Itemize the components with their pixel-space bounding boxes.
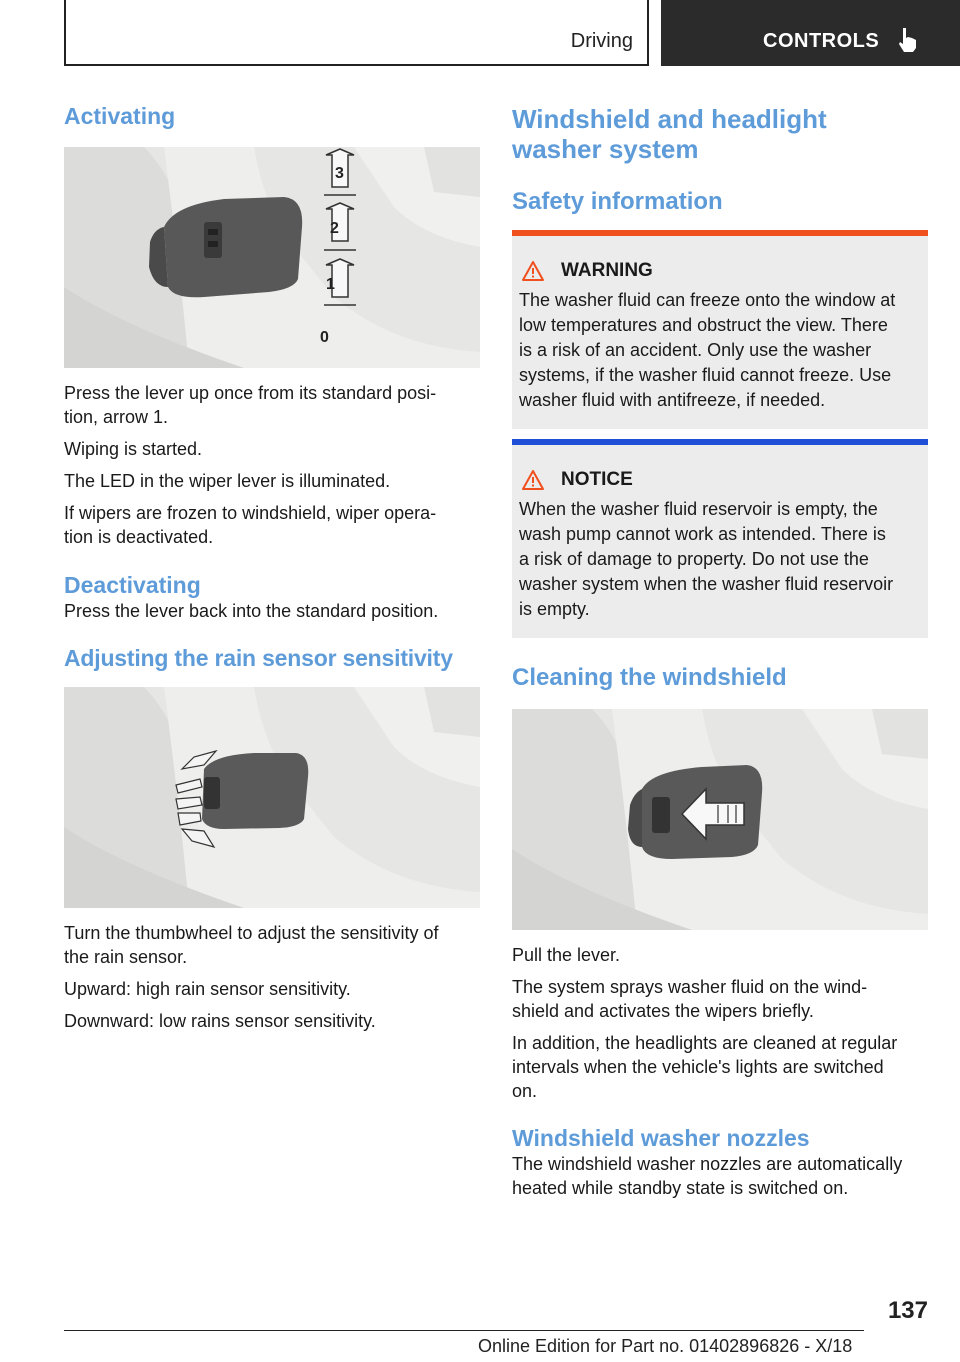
notice-line-5: is empty.: [519, 599, 590, 619]
text-clean-2b: shield and activates the wipers briefly.: [512, 1001, 814, 1021]
text-nozzles-b: heated while standby state is switched on.: [512, 1178, 849, 1198]
warning-line-2: low temperatures and obstruct the view. There: [519, 315, 888, 335]
chapter-title: CONTROLS: [763, 30, 880, 52]
text-rain-2: Upward: high rain sensor sensitivity.: [64, 979, 351, 999]
right-column: [512, 100, 928, 1200]
text-clean-3a: In addition, the headlights are cleaned at regular: [512, 1033, 898, 1053]
text-rain-1a: Turn the thumbwheel to adjust the sensitivity of: [64, 923, 439, 943]
figure-pull-lever: [512, 709, 928, 930]
arrow-label-2: 2: [330, 220, 339, 237]
warning-box: [512, 230, 928, 429]
text-clean-1: Pull the lever.: [512, 945, 621, 965]
notice-line-2: wash pump cannot work as intended. There is: [519, 524, 886, 544]
text-rain-1b: the rain sensor.: [64, 947, 188, 967]
page-number: 137: [887, 1297, 928, 1324]
heading-activating: Activating: [64, 103, 176, 129]
heading-safety-information: Safety information: [512, 188, 723, 215]
notice-line-3: a risk of damage to property. Do not use the: [519, 549, 869, 569]
notice-line-1: When the washer fluid reservoir is empty, the: [519, 499, 878, 519]
text-nozzles-a: The windshield washer nozzles are automatically: [512, 1154, 903, 1174]
text-deactivating: Press the lever back into the standard position.: [64, 601, 439, 621]
section-title: Driving: [570, 30, 633, 52]
warning-line-4: systems, if the washer fluid cannot freeze. Use: [519, 365, 892, 385]
notice-triangle-icon: [521, 469, 545, 491]
header-section-box: [64, 0, 649, 66]
arrow-label-1: 1: [326, 276, 335, 293]
text-activating-2: Wiping is started.: [64, 439, 203, 459]
text-rain-3: Downward: low rains sensor sensitivity.: [64, 1011, 376, 1031]
warning-title: [519, 260, 920, 282]
warning-title-text: WARNING: [561, 260, 653, 281]
text-activating-4a: If wipers are frozen to windshield, wiper opera‐: [64, 503, 437, 523]
heading-washer-system-line2: washer system: [512, 134, 699, 164]
footer-edition: Online Edition for Part no. 01402896826 - X/18: [478, 1336, 853, 1356]
text-clean-2a: The system sprays washer fluid on the wind‐: [512, 977, 868, 997]
footer-divider: [64, 1330, 864, 1331]
heading-deactivating: Deactivating: [64, 572, 201, 598]
notice-box: [512, 439, 928, 638]
arrow-label-0: 0: [320, 329, 329, 346]
warning-line-1: The washer fluid can freeze onto the window at: [519, 290, 896, 310]
notice-line-4: washer system when the washer fluid reservoir: [519, 574, 894, 594]
heading-cleaning-windshield: Cleaning the windshield: [512, 664, 787, 691]
warning-triangle-icon: [521, 260, 545, 282]
text-clean-3b: intervals when the vehicle's lights are switched: [512, 1057, 884, 1077]
text-activating-3: The LED in the wiper lever is illuminated.: [64, 471, 391, 491]
heading-rain-sensor: Adjusting the rain sensor sensitivity: [64, 645, 453, 671]
arrow-label-3: 3: [335, 165, 344, 182]
warning-line-3: is a risk of an accident. Only use the washer: [519, 340, 872, 360]
heading-washer-nozzles: Windshield washer nozzles: [512, 1125, 810, 1151]
hand-pointer-icon: [897, 26, 919, 54]
notice-title-text: NOTICE: [561, 469, 633, 490]
notice-bar: [512, 439, 928, 445]
text-activating-1a: Press the lever up once from its standard posi‐: [64, 383, 437, 403]
heading-washer-system-line1: Windshield and headlight: [512, 104, 827, 134]
warning-line-5: washer fluid with antifreeze, if needed.: [519, 390, 826, 410]
text-activating-4b: tion is deactivated.: [64, 527, 214, 547]
left-column: [64, 100, 480, 1033]
text-activating-1b: tion, arrow 1.: [64, 407, 169, 427]
header-chapter-box: [661, 0, 960, 66]
figure-wiper-lever-arrows: [64, 147, 480, 368]
figure-thumbwheel: [64, 687, 480, 908]
warning-bar: [512, 230, 928, 236]
text-clean-3c: on.: [512, 1081, 538, 1101]
notice-title: [519, 469, 920, 491]
